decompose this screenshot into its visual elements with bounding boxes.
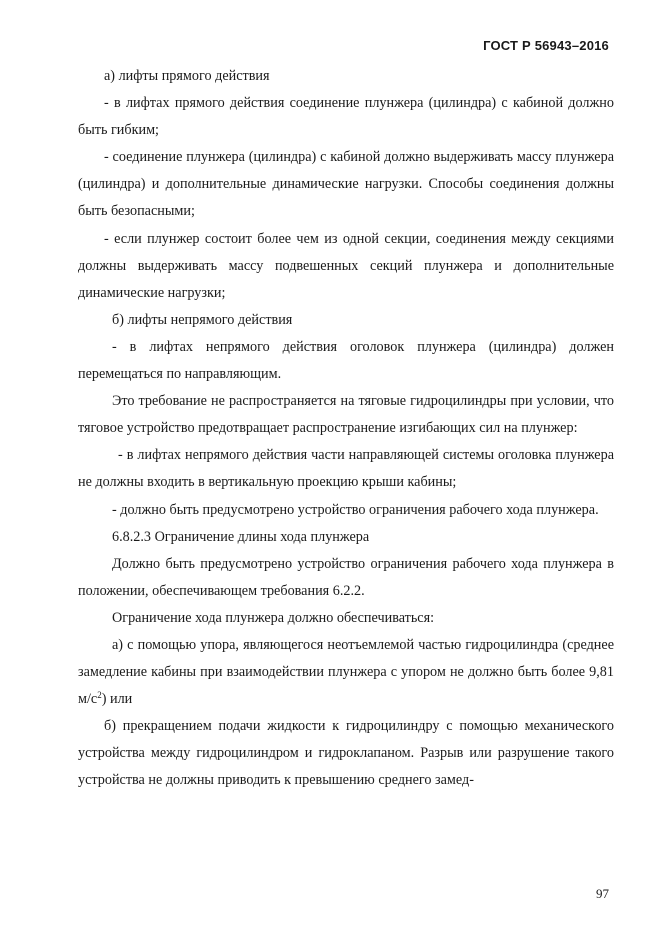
paragraph: Это требование не распространяется на тяговые гидроцилиндры при условии, что тяговое устройство предотвращает распространение изгибающих сил на плунжер:	[78, 393, 614, 437]
section-heading: 6.8.2.3 Ограничение длины хода плунжера	[112, 528, 370, 545]
paragraph: - в лифтах непрямого действия части направляющей системы оголовка плунжера не должны входить в вертикальную проекцию крыши кабины;	[78, 447, 614, 491]
exponent: 2	[97, 690, 102, 701]
list-heading: а) лифты прямого действия	[104, 68, 270, 84]
paragraph: Ограничение хода плунжера должно обеспечиваться:	[112, 609, 435, 626]
document-header: ГОСТ Р 56943–2016	[483, 38, 609, 53]
paragraph: - соединение плунжера (цилиндра) с кабиной должно выдерживать массу плунжера (цилиндра) и дополнительные динамические нагрузки. Способы соединения должны быть безопасными;	[78, 149, 614, 220]
page-body	[78, 63, 614, 795]
paragraph-a	[78, 632, 614, 713]
paragraph: - в лифтах прямого действия соединение плунжера (цилиндра) с кабиной должно быть гибким;	[78, 95, 614, 139]
list-heading: б) лифты непрямого действия	[112, 311, 293, 328]
paragraph: - если плунжер состоит более чем из одной секции, соединения между секциями должны выдерживать массу подвешенных секций плунжера и дополнительные динамические нагрузки;	[78, 230, 614, 301]
page-number: 97	[596, 886, 609, 901]
paragraph-a-tail: ) или	[101, 691, 133, 708]
paragraph: - в лифтах непрямого действия оголовок плунжера (цилиндра) должен перемещаться по направляющим.	[78, 338, 614, 383]
paragraph: Должно быть предусмотрено устройство ограничения рабочего хода плунжера в положении, обеспечивающем требования 6.2.2.	[78, 555, 614, 599]
paragraph-a-text: а) с помощью упора, являющегося неотъемлемой частью гидроцилиндра (среднее замедление кабины при взаимодействии плунжера с упором не должно быть более 9,81 м/с	[78, 636, 614, 708]
paragraph-b: б) прекращением подачи жидкости к гидроцилиндру с помощью механического устройства между гидроцилиндром и гидроклапаном. Разрыв или разрушение такого устройства не должны приводить к превышению среднего замед-	[78, 718, 614, 789]
paragraph: - должно быть предусмотрено устройство ограничения рабочего хода плунжера.	[112, 501, 599, 518]
